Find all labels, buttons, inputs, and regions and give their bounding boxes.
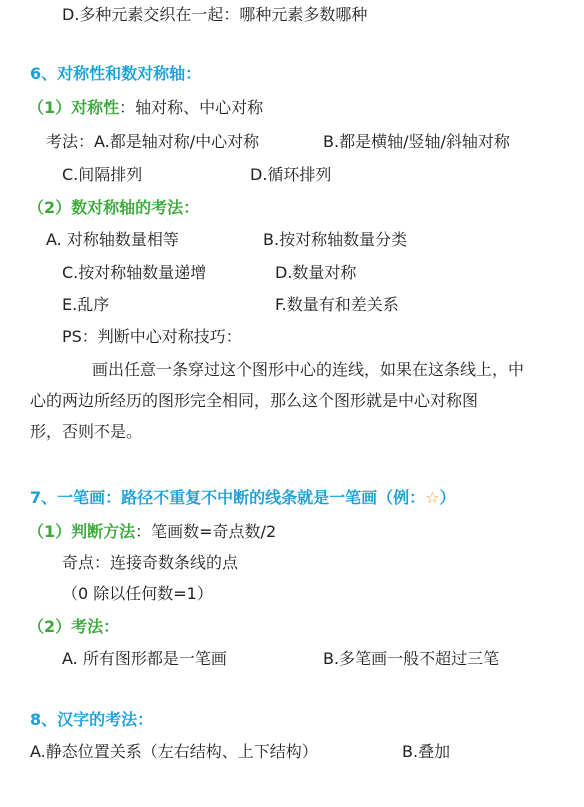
section-6-sub1-text: ：轴对称、中心对称 [119, 98, 264, 117]
section-7-title-text: 7、一笔画：路径不重复不中断的线条就是一笔画（例： [30, 488, 426, 507]
section-7-sub1 [28, 521, 276, 543]
section-6-opt-f: F.数量有和差关系 [275, 295, 399, 314]
section-6-option-d: D.循环排列 [250, 165, 332, 184]
section-6-opt-a: A. 对称轴数量相等 [46, 230, 179, 249]
section-6-sub2: （2）数对称轴的考法： [28, 198, 200, 217]
section-7-title-end: ） [439, 488, 456, 507]
section-7-zero-note: （0 除以任何数=1） [62, 584, 213, 603]
section-7-sub1-label: （1）判断方法 [28, 522, 136, 541]
section-6-opt-c: C.按对称轴数量递增 [62, 263, 207, 282]
section-6-kaofa-a: 考法：A.都是轴对称/中心对称 [46, 132, 260, 151]
section-7-title [30, 487, 456, 509]
section-7-odd-point: 奇点：连接奇数条线的点 [62, 553, 239, 572]
section-6-para-line1: 画出任意一条穿过这个图形中心的连线，如果在这条线上，中 [92, 360, 525, 379]
section-8-title: 8、汉字的考法： [30, 710, 154, 729]
section-6-para-line3: 形，否则不是。 [30, 422, 143, 441]
section-7-sub2: （2）考法： [28, 617, 120, 636]
section-6-ps: PS：判断中心对称技巧： [62, 327, 242, 346]
section-6-opt-b: B.按对称轴数量分类 [263, 230, 408, 249]
section-8-opt-a: A.静态位置关系（左右结构、上下结构） [30, 742, 318, 761]
section-8-opt-b: B.叠加 [402, 742, 451, 761]
section-7-opt-b: B.多笔画一般不超过三笔 [323, 649, 500, 668]
section-6-title: 6、对称性和数对称轴： [30, 64, 202, 83]
section-6-sub1-label: （1）对称性 [28, 98, 120, 117]
section-6-kaofa-b: B.都是横轴/竖轴/斜轴对称 [323, 132, 510, 151]
section-7-sub1-text: ：笔画数=奇点数/2 [135, 522, 277, 541]
section-6-opt-d: D.数量对称 [275, 263, 357, 282]
section-6-sub1 [28, 97, 263, 119]
top-option-d: D.多种元素交织在一起：哪种元素多数哪种 [62, 5, 368, 24]
star-icon: ☆ [425, 488, 440, 507]
section-6-option-c: C.间隔排列 [62, 165, 143, 184]
section-6-opt-e: E.乱序 [62, 295, 110, 314]
section-7-opt-a: A. 所有图形都是一笔画 [62, 649, 227, 668]
section-6-para-line2: 心的两边所经历的图形完全相同，那么这个图形就是中心对称图 [30, 391, 479, 410]
